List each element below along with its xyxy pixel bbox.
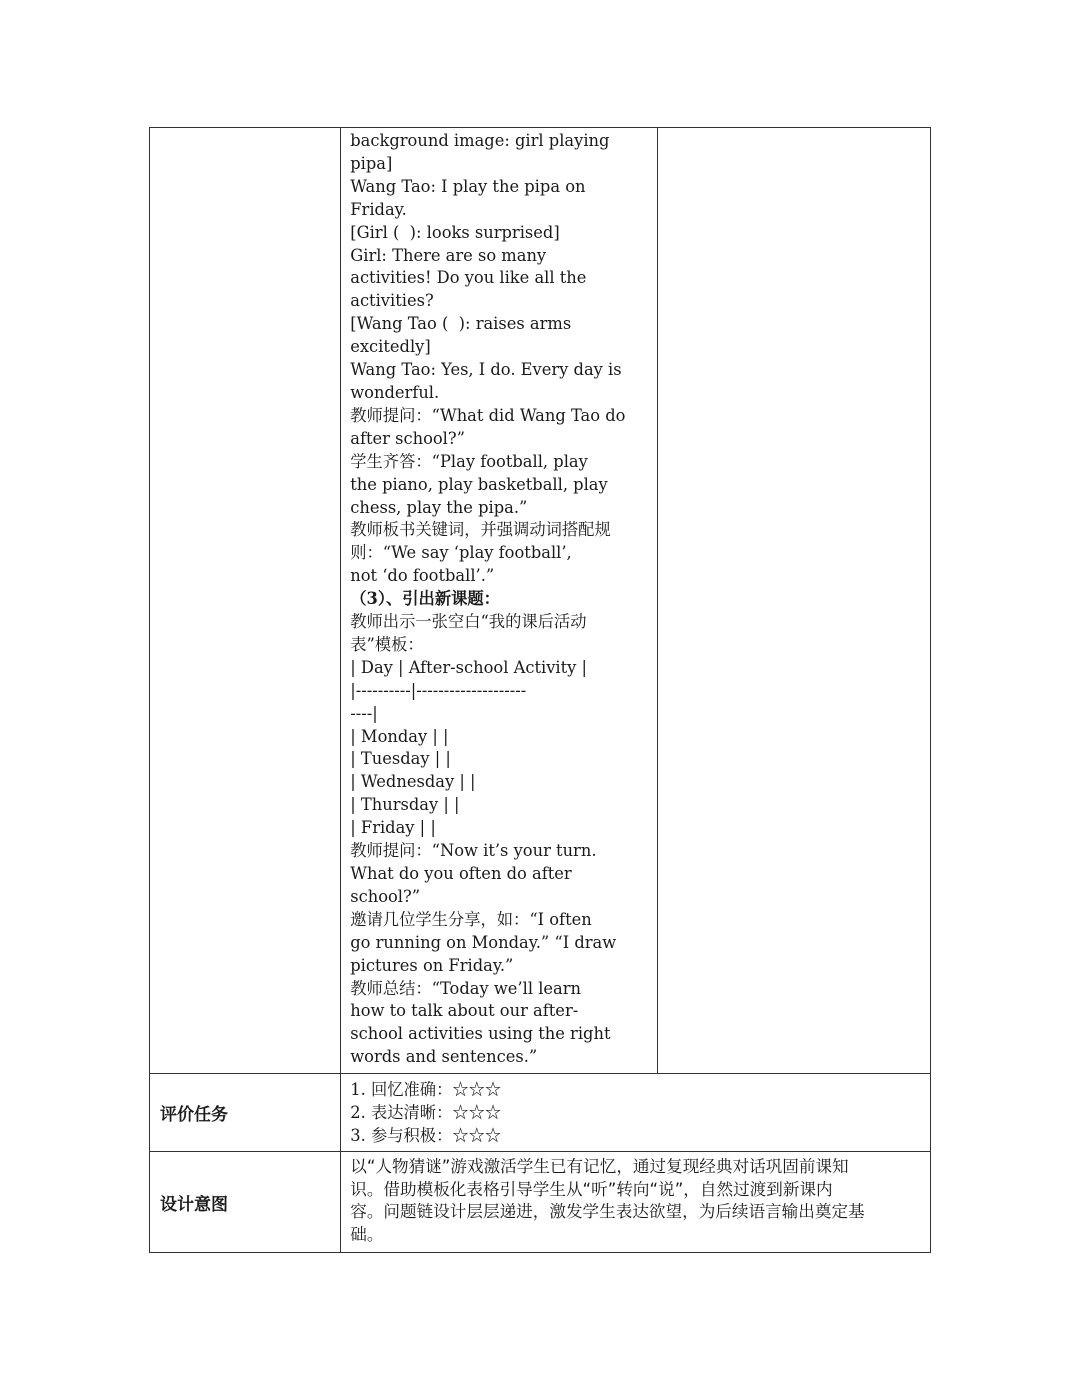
- evaluation-item: 1. 回忆准确：☆☆☆: [350, 1080, 502, 1100]
- script-line: school activities using the right: [350, 1024, 611, 1044]
- script-line: [Girl ( ): looks surprised]: [350, 222, 560, 242]
- script-line: What do you often do after: [350, 864, 572, 883]
- script-line: chess, play the pipa.”: [350, 497, 528, 517]
- script-line: 则：“We say ‘play football’,: [350, 543, 572, 563]
- activity-row: [150, 128, 931, 1074]
- script-line: pictures on Friday.”: [350, 955, 514, 975]
- design-intent-line: 础。: [350, 1224, 384, 1244]
- evaluation-cell: [341, 1074, 931, 1152]
- script-line: school?”: [350, 886, 421, 906]
- script-line: how to talk about our after-: [350, 1001, 579, 1021]
- script-line: | Monday | |: [350, 726, 449, 746]
- script-line: the piano, play basketball, play: [350, 474, 608, 494]
- script-line: ----|: [350, 703, 378, 723]
- script-line: | Tuesday | |: [350, 749, 451, 769]
- script-line: 教师出示一张空白“我的课后活动: [350, 612, 587, 632]
- script-line: activities?: [350, 291, 434, 311]
- script-line: go running on Monday.” “I draw: [350, 932, 617, 952]
- design-intent-label: 设计意图: [150, 1152, 341, 1253]
- evaluation-row: [150, 1074, 931, 1152]
- script-line: 学生齐答：“Play football, play: [350, 451, 588, 471]
- script-line: | Thursday | |: [350, 795, 460, 815]
- script-line: Wang Tao: I play the pipa on: [350, 176, 586, 196]
- script-line: | Wednesday | |: [350, 772, 476, 792]
- design-intent-row: [150, 1152, 931, 1253]
- script-line: excitedly]: [350, 337, 431, 357]
- script-line: 教师板书关键词，并强调动词搭配规: [350, 520, 611, 540]
- activity-script-cell: [341, 128, 657, 1074]
- script-line: 表”模板：: [350, 634, 424, 654]
- script-line: wonderful.: [350, 382, 440, 402]
- design-intent-line: 识。借助模板化表格引导学生从“听”转向“说”，自然过渡到新课内: [350, 1179, 833, 1199]
- script-line: words and sentences.”: [350, 1047, 538, 1067]
- script-line: | Day | After-school Activity |: [350, 657, 588, 677]
- evaluation-item: 2. 表达清晰：☆☆☆: [350, 1103, 502, 1123]
- design-intent-line: 以“人物猜谜”游戏激活学生已有记忆，通过复现经典对话巩固前课知: [350, 1157, 849, 1177]
- script-line: not ‘do football’.”: [350, 566, 495, 586]
- section-heading: （3）、引出新课题：: [350, 589, 500, 609]
- script-line: pipa]: [350, 153, 393, 173]
- lesson-plan-table: [149, 127, 931, 1253]
- evaluation-label: 评价任务: [150, 1074, 341, 1152]
- script-line: Friday.: [350, 199, 407, 219]
- script-line: Girl: There are so many: [350, 245, 547, 265]
- script-line: |----------|--------------------: [350, 680, 527, 700]
- script-line: background image: girl playing: [350, 131, 610, 150]
- empty-label-cell: [150, 128, 341, 1074]
- script-line: after school?”: [350, 428, 465, 448]
- activity-script: [341, 128, 656, 1073]
- script-line: activities! Do you like all the: [350, 268, 587, 288]
- script-line: 教师提问：“Now it’s your turn.: [350, 841, 597, 861]
- design-intent-cell: [341, 1152, 931, 1253]
- evaluation-item: 3. 参与积极：☆☆☆: [350, 1126, 502, 1146]
- design-intent-line: 容。问题链设计层层递进，激发学生表达欲望，为后续语言输出奠定基: [350, 1202, 865, 1222]
- script-line: 教师总结：“Today we’ll learn: [350, 978, 582, 998]
- empty-notes-cell: [657, 128, 930, 1074]
- script-line: | Friday | |: [350, 818, 436, 838]
- script-line: 教师提问：“What did Wang Tao do: [350, 405, 626, 425]
- script-line: Wang Tao: Yes, I do. Every day is: [350, 360, 622, 380]
- script-line: 邀请几位学生分享，如：“I often: [350, 909, 592, 929]
- script-line: [Wang Tao ( ): raises arms: [350, 314, 572, 334]
